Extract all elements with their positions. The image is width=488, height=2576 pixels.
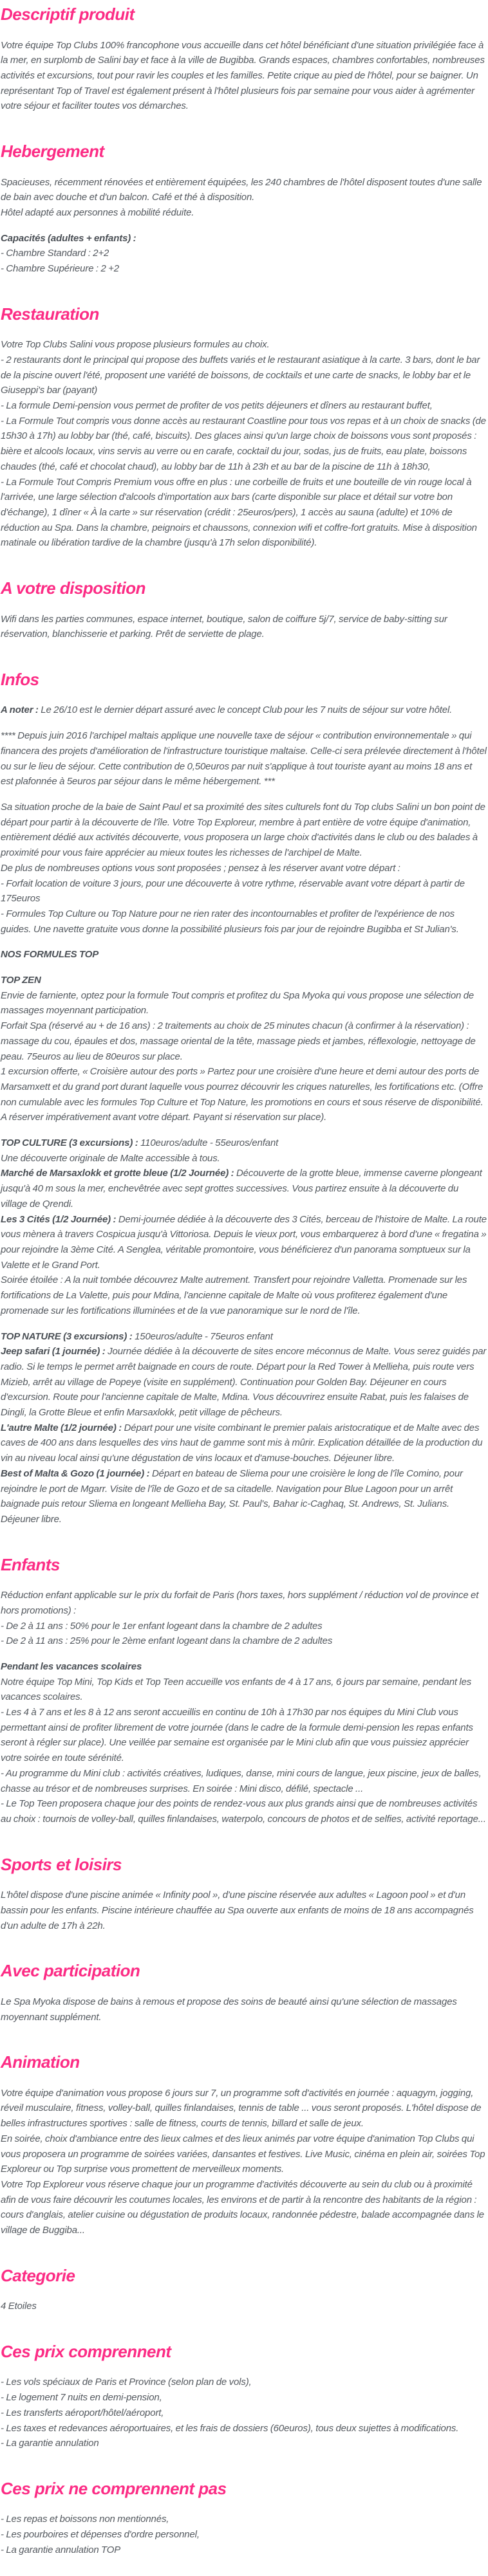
section-heading: Animation	[1, 2052, 80, 2072]
section-heading: Enfants	[1, 1554, 60, 1574]
bold-label: TOP CULTURE (3 excursions) :	[1, 1137, 138, 1149]
section-categorie	[1, 2265, 487, 2314]
section-avec-participation	[1, 1960, 487, 2025]
paragraph: - Les repas et boissons non mentionnés, - Les pourboires et dépenses d'ordre personnel, - La garantie annulation TOP	[1, 2514, 200, 2555]
section-descriptif-produit	[1, 4, 487, 114]
section-heading: Ces prix comprennent	[1, 2341, 171, 2361]
bold-label: Jeep safari (1 journée) :	[1, 1346, 106, 1357]
section-ces-prix-ne-comprennent-pas	[1, 2478, 487, 2558]
bold-label: Best of Malta & Gozo (1 journée) :	[1, 1467, 150, 1479]
bold-label: A noter :	[1, 704, 39, 716]
paragraph: TOP ZEN Envie de farniente, optez pour la formule Tout compris et profitez du Spa Myoka qui vous propose une sélection de massages moyennant participation. Forfait Spa (réservé au + de 16 ans) : 2 traitements au choix de 25 minutes chacun (à confirmer à la réservation) : massage du cou, épaules et dos, massage oriental de la tête, massage pieds et jambes, réflexologie, nettoyage de peau. 75euros au lieu de 80euros sur place. 1 excursion offerte, « Croisière autour des ports » Partez pour une croisière d'une heure et demi autour des ports de Marsamxett et du grand port durant laquelle vous pourrez découvrir les criques naturelles, les fortifications etc. (Offre non cumulable avec les formules Top Culture et Top Nature, les promotions en cours et sous réserve de disponibilité. A réserver impérativement avant votre départ. Payant si réservation sur place).	[1, 975, 483, 1123]
paragraph: Réduction enfant applicable sur le prix du forfait de Paris (hors taxes, hors supplément / réduction vol de province et hors promotions) : - De 2 à 11 ans : 50% pour le 1er enfant logeant dans la chambre de 2 adultes - De 2 à 11 ans : 25% pour le 2ème enfant logeant dans la chambre de 2 adultes	[1, 1590, 479, 1647]
section-animation	[1, 2052, 487, 2238]
section-heading: Sports et loisirs	[1, 1854, 122, 1874]
section-a-votre-disposition	[1, 578, 487, 642]
section-heading: Restauration	[1, 304, 99, 324]
bold-label: TOP ZEN	[1, 975, 41, 986]
section-restauration	[1, 304, 487, 551]
paragraph: A noter : Le 26/10 est le dernier départ assuré avec le concept Club pour les 7 nuits de séjour sur votre hôtel.	[1, 704, 453, 716]
paragraph: Votre équipe d'animation vous propose 6 jours sur 7, un programme soft d'activités en journée : aquagym, jogging, réveil musculaire, fitness, volley-ball, quilles finlandaises, tennis de table ... vous seront proposés. L'hôtel dispose de belles infrastructures sportives : salle de fitness, courts de tennis, billard et salle de jeux. En soirée, choix d'ambiance entre des lieux calmes et des lieux animés par votre équipe d'animation Top Clubs qui vous proposera un programme de soirées variées, dansantes et festives. Live Music, cinéma en plein air, soirées Top Exploreur ou Top surprise vous promettent de merveilleux moments. Votre Top Exploreur vous réserve chaque jour un programme d'activités découverte au sein du club ou à proximité afin de vous faire découvrir les coutumes locales, les environs et de partir à la rencontre des habitants de la région : cours d'anglais, atelier cuisine ou dégustation de produits locaux, randonnée pédestre, balade accompagnée dans le village de Buggiba...	[1, 2087, 485, 2236]
paragraph: TOP CULTURE (3 excursions) : 110euros/adulte - 55euros/enfant Une découverte originale de Malte accessible à tous. Marché de Marsaxlokk et grotte bleue (1/2 Journée) : Découverte de la grotte bleue, immense caverne plongeant jusqu'à 40 m sous la mer, enchevêtrée avec sept grottes successives. Vous partirez ensuite à la découverte du village de Qrendi. Les 3 Cités (1/2 Journée) : Demi-journée dédiée à la découverte des 3 Cités, berceau de l'histoire de Malte. La route vous mènera à travers Cospicua jusqu'à Vittoriosa. Depuis le vieux port, vous embarquerez à bord d'une « fregatina » pour rejoindre la 3ème Cité. A Senglea, véritable promontoire, vous bénéficierez d'un panorama somptueux sur la Valette et le Grand Port. Soirée étoilée : A la nuit tombée découvrez Malte autrement. Transfert pour rejoindre Valletta. Promenade sur les fortifications de La Valette, puis pour Mdina, l'ancienne capitale de Malte où vous profiterez également d'une promenade sur les fortifications illuminées et de la vue panoramique sur le nord de l'île.	[1, 1137, 487, 1316]
paragraph: **** Depuis juin 2016 l'archipel maltais applique une nouvelle taxe de séjour « contribution environnementale » qui financera des projets d'amélioration de l'infrastructure touristique maltaise. Celle-ci sera prélevée directement à l'hôtel ou sur le lieu de séjour. Cette contribution de 0,50euros par nuit s'applique à tout touriste ayant au moins 18 ans et est plafonnée à 5euros par séjour dans le même hébergement. ***	[1, 730, 487, 787]
paragraph: 4 Etoiles	[1, 2301, 37, 2312]
section-heading: Hebergement	[1, 142, 104, 161]
paragraph: Wifi dans les parties communes, espace internet, boutique, salon de coiffure 5j/7, service de baby-sitting sur réservation, blanchisserie et parking. Prêt de serviette de plage.	[1, 613, 447, 640]
section-infos	[1, 669, 487, 1527]
section-heading: Ces prix ne comprennent pas	[1, 2478, 227, 2498]
bold-label: TOP NATURE (3 excursions) :	[1, 1330, 133, 1342]
bold-label: NOS FORMULES TOP	[1, 949, 99, 961]
section-heading: Categorie	[1, 2265, 75, 2285]
section-hebergement	[1, 141, 487, 277]
bold-label: L'autre Malte (1/2 journée) :	[1, 1422, 122, 1433]
paragraph: Spacieuses, récemment rénovées et entièrement équipées, les 240 chambres de l'hôtel disposent toutes d'une salle de bain avec douche et d'un balcon. Café et thé à disposition. Hôtel adapté aux personnes à mobilité réduite.	[1, 176, 482, 218]
paragraph: Pendant les vacances scolaires Notre équipe Top Mini, Top Kids et Top Teen accueille vos enfants de 4 à 17 ans, 6 jours par semaine, pendant les vacances scolaires. - Les 4 à 7 ans et les 8 à 12 ans seront accueillis en continu de 10h à 17h30 par nos équipes du Mini Club vous permettant ainsi de profiter librement de votre journée (dans le cadre de la formule demi-pension les repas enfants seront à régler sur place). Une veillée par semaine est organisée par le Mini club afin que vous puissiez apprécier votre soirée en toute sérénité. - Au programme du Mini club : activités créatives, ludiques, danse, mini cours de langue, jeux piscine, jeux de balles, chasse au trésor et de nombreuses surprises. En soirée : Mini disco, défilé, spectacle ... - Le Top Teen proposera chaque jour des points de rendez-vous aux plus grands ainsi que de nombreuses activités au choix : tournois de volley-ball, quilles finlandaises, waterpolo, concours de photos et de selfies, activité reportage...	[1, 1661, 486, 1825]
bold-label: Les 3 Cités (1/2 Journée) :	[1, 1213, 117, 1225]
section-enfants	[1, 1554, 487, 1827]
section-heading: Avec participation	[1, 1961, 140, 1981]
paragraph: - Les vols spéciaux de Paris et Province (selon plan de vols), - Le logement 7 nuits en demi-pension, - Les transferts aéroport/hôtel/aéroport, - Les taxes et redevances aéroportuaires, et les frais de dossiers (60euros), tous deux sujettes à modifications. - La garantie annulation	[1, 2377, 459, 2449]
section-heading: A votre disposition	[1, 578, 145, 598]
paragraph: Votre équipe Top Clubs 100% francophone vous accueille dans cet hôtel bénéficiant d'une situation privilégiée face à la mer, en surplomb de Salini bay et face à la ville de Bugibba. Grands espaces, chambres confortables, nombreuses activités et excursions, tout pour ravir les couples et les familles. Petite crique au pied de l'hôtel, pour se baigner. Un représentant Top of Travel est également présent à l'hôtel plusieurs fois par semaine pour vous aider à agrémenter votre séjour et faciliter toutes vos démarches.	[1, 39, 485, 112]
paragraph: Sa situation proche de la baie de Saint Paul et sa proximité des sites culturels font du Top clubs Salini un bon point de départ pour partir à la découverte de l'île. Votre Top Exploreur, membre à part entière de votre équipe d'animation, entièrement dédié aux activités découverte, vous proposera un large choix d'activités dans le club ou des balades à proximité pour vous faire apprécier au mieux toutes les richesses de l'archipel de Malte. De plus de nombreuses options vous sont proposées ; pensez à les réserver avant votre départ : - Forfait location de voiture 3 jours, pour une découverte à votre rythme, réservable avant votre départ à partir de 175euros - Formules Top Culture ou Top Nature pour ne rien rater des incontournables et profiter de l'expérience de nos guides. Une navette gratuite vous donne la possibilité plusieurs fois par jour de rejoindre Bugibba et St Julian's.	[1, 802, 485, 935]
bold-label: Marché de Marsaxlokk et grotte bleue (1/2 Journée) :	[1, 1168, 234, 1179]
paragraph: L'hôtel dispose d'une piscine animée « Infinity pool », d'une piscine réservée aux adultes « Lagoon pool » et d'un bassin pour les enfants. Piscine intérieure chauffée au Spa ouverte aux enfants de moins de 18 ans accompagnés d'un adulte de 17h à 22h.	[1, 1890, 474, 1931]
paragraph: Capacités (adultes + enfants) : - Chambre Standard : 2+2 - Chambre Supérieure : 2 +2	[1, 232, 136, 275]
paragraph: Votre Top Clubs Salini vous propose plusieurs formules au choix. - 2 restaurants dont le principal qui propose des buffets variés et le restaurant asiatique à la carte. 3 bars, dont le bar de la piscine ouvert l'été, proposent une variété de boissons, de cocktails et une carte de snacks, le lobby bar et le Giuseppi's bar (payant) - La formule Demi-pension vous permet de profiter de vos petits déjeuners et dîners au restaurant buffet, - La Formule Tout compris vous donne accès au restaurant Coastline pour tous vos repas et à un choix de snacks (de 15h30 à 17h) au lobby bar (thé, café, biscuits). Des glaces ainsi qu'un large choix de boissons vous sont proposés : bière et alcools locaux, vins servis au verre ou en carafe, cocktail du jour, sodas, jus de fruits, eau plate, boissons chaudes (thé, café et chocolat chaud), au lobby bar de 11h à 23h et au bar de la piscine de 11h à 18h30, - La Formule Tout Compris Premium vous offre en plus : une corbeille de fruits et une bouteille de vin rouge local à l'arrivée, une large sélection d'alcools d'importation aux bars (carte disponible sur place et détail sur votre bon d'échange), 1 dîner « À la carte » sur réservation (crédit : 25euros/pers), 1 accès au sauna (adulte) et 10% de réduction au Spa. Dans la chambre, peignoirs et chaussons, connexion wifi et coffre-fort gratuits. Mise à disposition matinale ou libération tardive de la chambre (jusqu'à 17h selon disponibilité).	[1, 339, 486, 549]
paragraph: Le Spa Myoka dispose de bains à remous et propose des soins de beauté ainsi qu'une sélection de massages moyennant supplément.	[1, 1996, 457, 2023]
section-heading: Infos	[1, 669, 39, 689]
paragraph: TOP NATURE (3 excursions) : 150euros/adulte - 75euros enfant Jeep safari (1 journée) : Journée dédiée à la découverte de sites encore méconnus de Malte. Vous serez guidés par radio. Si le temps le permet arrêt baignade en cours de route. Départ pour la Red Tower à Mellieha, puis route vers Mizieb, arrêt au village de Popeye (visite en supplément). Continuation pour Golden Bay. Déjeuner en cours d'excursion. Route pour l'ancienne capitale de Malte, Mdina. Vous découvrirez ensuite Rabat, puis les falaises de Dingli, la Grotte Bleue et enfin Marsaxlokk, petit village de pêcheurs. L'autre Malte (1/2 journée) : Départ pour une visite combinant le premier palais aristocratique et de Malte avec des caves de 400 ans dans lesquelles des vins haut de gamme sont mis à mûrir. Explication détaillée de la production du vin au niveau local ainsi qu'une dégustation de vins locaux et d'amuse-bouches. Déjeuner libre. Best of Malta & Gozo (1 journée) : Départ en bateau de Sliema pour une croisière le long de l'île Comino, pour rejoindre le port de Mgarr. Visite de l'île de Gozo et de sa citadelle. Navigation pour Blue Lagoon pour un arrêt baignade puis retour Sliema en longeant Mellieha Bay, St. Paul's, Bahar ic-Caghaq, St. Andrews, St. Julians. Déjeuner libre.	[1, 1330, 487, 1525]
paragraph	[1, 947, 487, 962]
bold-label: Pendant les vacances scolaires	[1, 1661, 142, 1672]
section-sports-et-loisirs	[1, 1854, 487, 1934]
section-heading: Descriptif produit	[1, 5, 135, 24]
bold-label: Capacités (adultes + enfants) :	[1, 232, 136, 244]
section-ces-prix-comprennent	[1, 2341, 487, 2451]
